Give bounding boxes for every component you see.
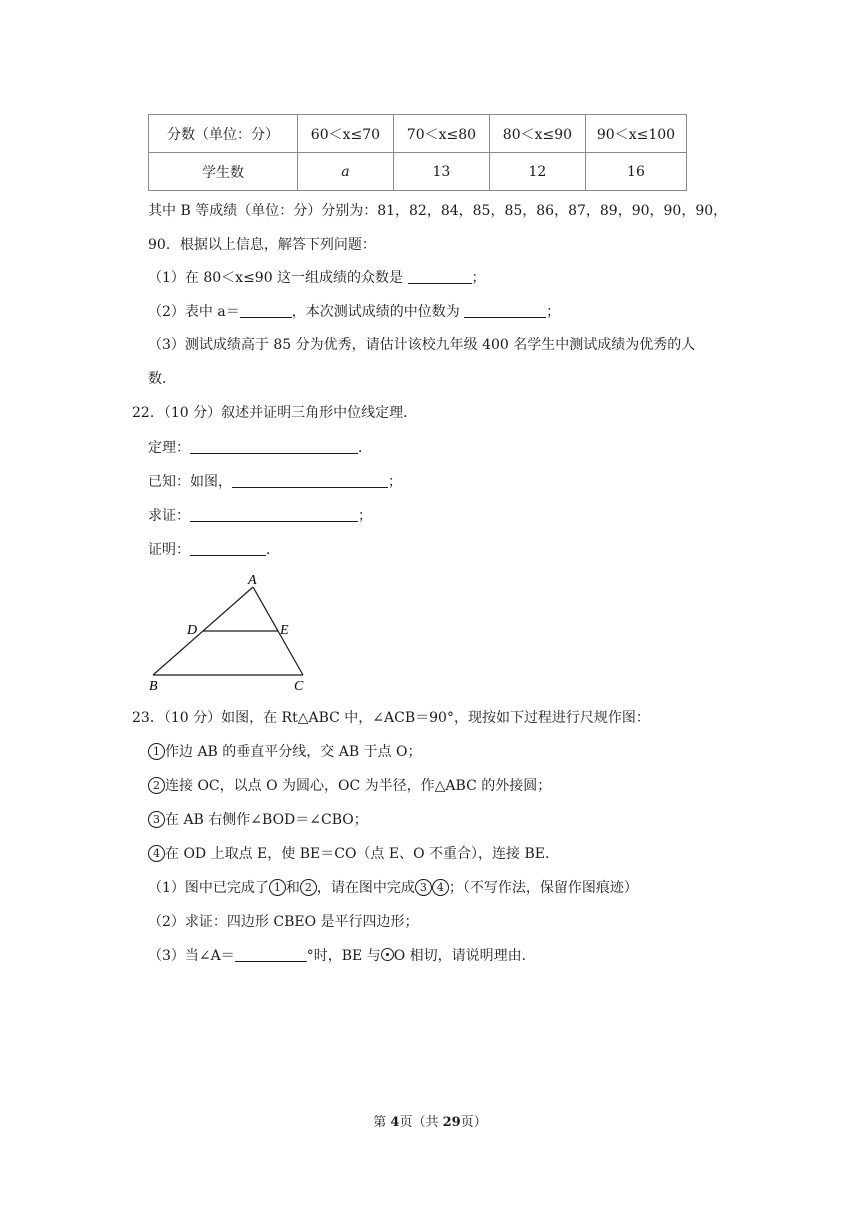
footer-post: 页） [460, 1115, 487, 1130]
circled-number: 1 [269, 879, 286, 896]
table-cell: 学生数 [149, 153, 298, 191]
circled-number: 1 [148, 743, 165, 760]
q22-theorem-end: ． [358, 440, 372, 456]
q23-step2-text: 连接 OC，以点 O 为圆心，OC 为半径，作△ABC 的外接圆； [165, 778, 552, 794]
q21-part1-text: （1）在 80＜x≤90 这一组成绩的众数是 [148, 270, 404, 286]
q23-step3-text: 在 AB 右侧作∠BOD＝∠CBO； [165, 812, 368, 828]
q21-part1-end: ； [471, 270, 486, 286]
answer-blank[interactable] [190, 540, 266, 556]
q23-part3 [148, 945, 536, 965]
q23-part3-text3: O 相切，请说明理由． [393, 948, 536, 964]
circle-dot-icon [381, 948, 394, 961]
page-number: 4 [390, 1115, 400, 1130]
answer-blank[interactable] [190, 438, 358, 454]
triangle-midline-figure [140, 568, 320, 694]
q23-step4 [148, 843, 559, 863]
table-row [149, 153, 687, 191]
table-header-cell: 90＜x≤100 [585, 115, 686, 153]
q21-part3-line1: （3）测试成绩高于 85 分为优秀，请估计该校九年级 400 名学生中测试成绩为优秀的人 [148, 337, 696, 353]
footer-pre: 第 [373, 1115, 391, 1130]
label-b: B [149, 679, 158, 694]
table-header-cell: 分数（单位：分） [149, 115, 298, 153]
q22-prove [148, 505, 372, 525]
label-c: C [294, 679, 304, 694]
q21-line1: 其中 B 等成绩（单位：分）分别为：81，82，84，85，85，86，87，89，90，90，90， [148, 203, 728, 219]
page-footer [0, 1111, 860, 1130]
table-header-cell: 80＜x≤90 [489, 115, 585, 153]
table-cell: 13 [393, 153, 489, 191]
circled-number: 3 [415, 879, 432, 896]
q22-prove-label: 求证： [148, 508, 190, 524]
q23-part3-text: （3）当∠A＝ [148, 948, 235, 964]
label-e: E [280, 623, 289, 638]
q21-part2-end: ； [546, 304, 561, 320]
q22-prove-end: ； [358, 508, 372, 524]
answer-blank[interactable] [232, 472, 388, 488]
q23-part1-text: （1）图中已完成了 [148, 880, 269, 896]
table-header-cell: 70＜x≤80 [393, 115, 489, 153]
footer-mid: 页（共 [399, 1115, 443, 1130]
q23-part2: （2）求证：四边形 CBEO 是平行四边形； [148, 914, 419, 930]
q23-step1 [148, 741, 422, 761]
label-d: D [187, 623, 198, 638]
q22-title: 22．（10 分）叙述并证明三角形中位线定理． [132, 405, 418, 421]
answer-blank[interactable] [240, 302, 292, 318]
q21-part2 [148, 301, 560, 321]
q21-part2-text: （2）表中 a＝ [148, 304, 240, 320]
q23-part1-and: 和 [285, 880, 300, 896]
q23-title: 23．（10 分）如图，在 Rt△ABC 中，∠ACB＝90°，现按如下过程进行尺规作图： [132, 710, 650, 726]
circled-number: 4 [148, 845, 165, 862]
q21-line2: 90．根据以上信息，解答下列问题： [148, 237, 376, 253]
answer-blank[interactable] [235, 946, 307, 962]
table-header-cell: 60＜x≤70 [297, 115, 393, 153]
answer-blank[interactable] [464, 302, 546, 318]
label-a: A [248, 573, 257, 588]
q21-part1 [148, 267, 486, 287]
q21-part3-line2: 数． [148, 371, 176, 387]
q23-step1-text: 作边 AB 的垂直平分线，交 AB 于点 O； [165, 744, 422, 760]
page-total: 29 [442, 1115, 461, 1130]
q22-theorem-label: 定理： [148, 440, 190, 456]
q23-part3-text2: °时，BE 与 [306, 948, 381, 964]
circled-number: 3 [148, 811, 165, 828]
circled-number: 2 [300, 879, 317, 896]
q23-part1-text2: ，请在图中完成 [316, 880, 415, 896]
q22-proof [148, 539, 280, 559]
q21-part2-text2: ，本次测试成绩的中位数为 [291, 304, 460, 320]
q23-step4-text: 在 OD 上取点 E，使 BE＝CO（点 E、O 不重合），连接 BE． [165, 846, 559, 862]
q23-part1 [148, 877, 638, 897]
table-row [149, 115, 687, 153]
table-cell: 12 [489, 153, 585, 191]
q22-given-end: ； [388, 474, 402, 490]
q22-given-label: 已知：如图， [148, 474, 232, 490]
answer-blank[interactable] [190, 506, 358, 522]
table-cell: a [297, 153, 393, 191]
answer-blank[interactable] [408, 268, 472, 284]
circled-number: 4 [432, 879, 449, 896]
q23-step3 [148, 809, 368, 829]
q22-theorem [148, 437, 372, 457]
q22-given [148, 471, 402, 491]
q23-step2 [148, 775, 551, 795]
q22-proof-label: 证明： [148, 542, 190, 558]
table-cell: 16 [585, 153, 686, 191]
circled-number: 2 [148, 777, 165, 794]
q23-part1-text3: ；（不写作法，保留作图痕迹） [448, 880, 638, 896]
score-table [148, 114, 687, 191]
q22-proof-end: ． [266, 542, 280, 558]
